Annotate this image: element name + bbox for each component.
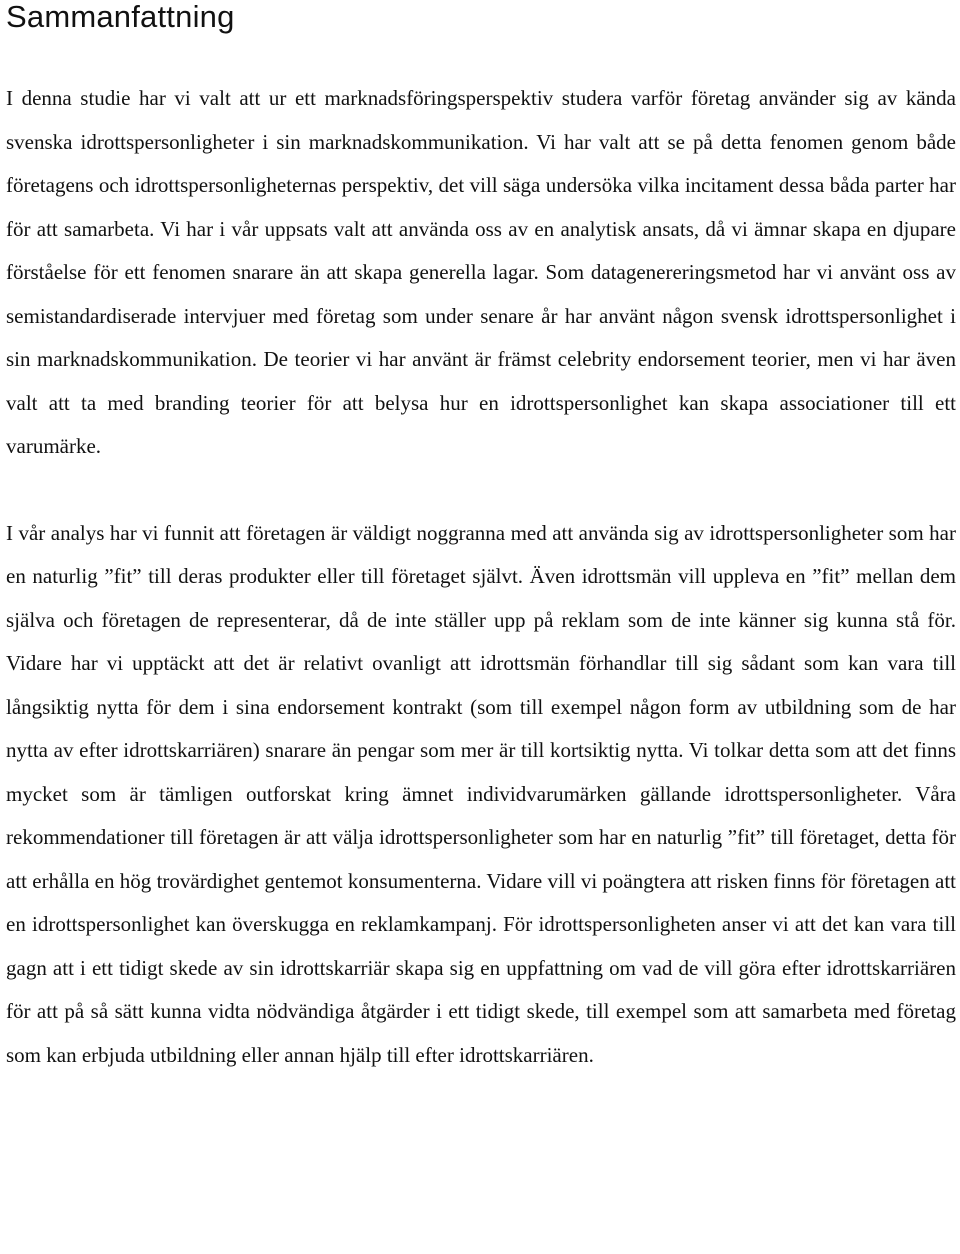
summary-paragraph-2: I vår analys har vi funnit att företagen är väldigt noggranna med att använda sig av idrottspersonligheter som har en naturlig ”fit” till deras produkter eller till företaget självt. Även idrottsmän vill uppleva en ”fit” mellan dem själva och företagen de representerar, då de inte ställer upp på reklam som de inte känner sig kunna stå för. Vidare har vi upptäckt att det är relativt ovanligt att idrottsmän förhandlar till sig sådant som kan vara till långsiktig nytta för dem i sina endorsement kontrakt (som till exempel någon form av utbildning som de har nytta av efter idrottskarriären) snarare än pengar som mer är till kortsiktig nytta. Vi tolkar detta som att det finns mycket som är tämligen outforskat kring ämnet individvarumärken gällande idrottspersonligheter. Våra rekommendationer till företagen är att välja idrottspersonligheter som har en naturlig ”fit” till företaget, detta för att erhålla en hög trovärdighet gentemot konsumenterna. Vidare vill vi poängtera att risken finns för företagen att en idrottspersonlighet kan överskugga en reklamkampanj. För idrottspersonligheten anser vi att det kan vara till gagn att i ett tidigt skede av sin idrottskarriär skapa sig en uppfattning om vad de vill göra efter idrottskarriären för att på så sätt kunna vidta nödvändiga åtgärder i ett tidigt skede, till exempel som att samarbeta med företag som kan erbjuda utbildning eller annan hjälp till efter idrottskarriären. <box>6 520 956 1067</box>
page-title: Sammanfattning <box>6 0 235 34</box>
summary-paragraph-1: I denna studie har vi valt att ur ett marknadsföringsperspektiv studera varför företag använder sig av kända svenska idrottspersonligheter i sin marknadskommunikation. Vi har valt att se på detta fenomen genom både företagens och idrottspersonligheternas perspektiv, det vill säga undersöka vilka incitament dessa båda parter har för att samarbeta. Vi har i vår uppsats valt att använda oss av en analytisk ansats, då vi ämnar skapa en djupare förståelse för ett fenomen snarare än att skapa generella lagar. Som datagenereringsmetod har vi använt oss av semistandardiserade intervjuer med företag som under senare år har använt någon svensk idrottspersonlighet i sin marknadskommunikation. De teorier vi har använt är främst celebrity endorsement teorier, men vi har även valt att ta med branding teorier för att belysa hur en idrottspersonlighet kan skapa associationer till ett varumärke. <box>6 86 956 458</box>
document-page <box>6 0 956 1077</box>
